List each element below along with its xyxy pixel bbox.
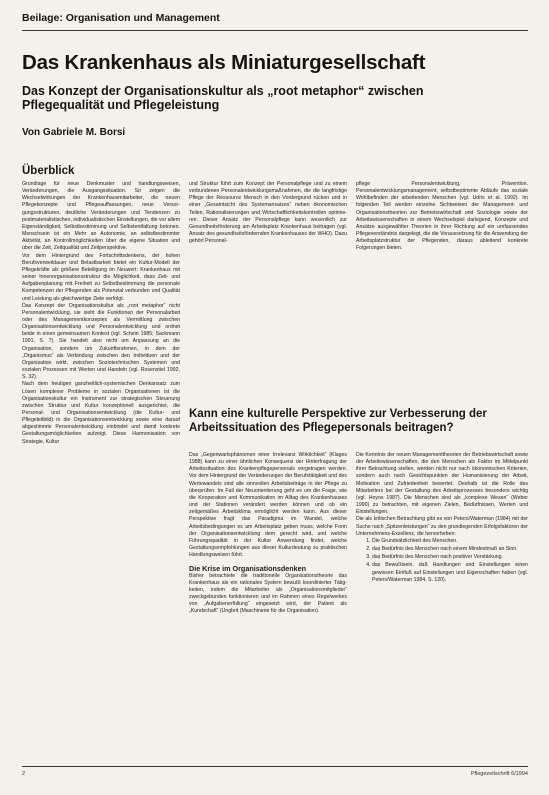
footer-rule (22, 766, 528, 767)
article-author: Von Gabriele M. Borsi (22, 127, 126, 138)
column-2-top (189, 181, 347, 245)
col3-body: pflege Personalentwicklung, Prävention. Personalentwicklungsmanagement, selbstbestimmte Abläufe das soziale Wohlbefinden der arbeitenden Menschen (vgl. Udris et al. 1992). Im folgenden Teil werden einzelne Sichtweisen der Management- und Organisationstheorien zur Betriebswirtschaft und Soziologie sowie der Arbeitswissenschaften in einem Wechselspiel darlegend, Konzepte und Ansätze ausgewählter Theorien in ihrer Richtung auf ein umfassendes Pflegeverständnis dargelegt, die die Voraussetzung für die Anwendung der Arbeitsplatzstruktur der Pflegenden, daraus ableitend konkrete Folgerungen bieten. (356, 181, 528, 252)
col1-body2: Das Konzept der Organisationskultur als „root metaphor“ nicht Personalentwicklung, sie sieht die Funktionen der Personalarbeit oder des Managementkonzeptes als Vermittlung zwischen Organisationsentwicklung und Personalentwicklung und ordnet beide in einen gemeinsamen Kontext (vgl. Schein 1985; Sackmann 1991, S. 7). Sie handelt also nicht um Anpassung an die Organisation, sondern um Zukunftsrahmen, in dem der „Organismus“ als Verbindung zwischen den Individuen und der Organisation wirkt, zwischen Soziotechnischen Systemen und sozialen Prozessen mit Werten und Handeln (vgl. Rosenstiel 1992, S. 32). (22, 302, 180, 381)
article-title: Das Krankenhaus als Miniaturgesellschaft (22, 51, 426, 74)
col1-overview: Grundlage für neue Denkmuster und handlungsweisen, Veränderungen, die Ausgangssituation. So zeigen die Wechselwirkungen der Krankenhausmitarbeiter, die neuen Pflegekonzepte und Pflegeauffassungen, neue Versorgungsstrukturen, deutliche Veränderungen und Tendenzen zu postmaterialistischen, individualistischen Einstellungen, die vor allem Eigenständigkeit, Selbstbestimmung und Selbstentfaltung betonen. Menschsein ist ein Mehr an Autonomie, an selbstbestimmter Aktivität, an Kontrollmöglichkeiten über die eigene Situation und über die Zeit, Zeitqualität und Zeitperspektive. (22, 181, 181, 252)
list-item: 4. das Bewußtsein, daß Handlungen und Einstellungen einen gewissen Einfluß auf Einstellungen und Eigenschaften haben (vgl. Peters/Waterman 1984, S. 120). (372, 562, 528, 583)
col2-body: und Struktur führt zum Konzept der Personalpflege und zu einem verbundenen Personalentwicklungsmaßnahmen, die die langfristige Pflege der Ressource Mensch in den Vordergrund rücken und in einer „Gesamtsicht des Systemansatzes“ neben ökonomischen Teilen, Rationalisierungen und Wirtschaftlichkeitskontrollen optimieren. Dieser Ansatz der Personalpflege kann wesentlich zur Gesundheitsförderung am Arbeitsplatz Krankenhaus beitragen (vgl. Ansatz des gesundheitsfördernden Krankenhauses der WHO). Dazu gehört Personal- (189, 181, 347, 245)
column-3-top (356, 181, 528, 253)
page-number: 2 (22, 771, 26, 777)
column-2-lower (189, 452, 347, 615)
question-heading: Kann eine kulturelle Perspektive zur Verbesserung der Arbeitssituation des Pflegepersonals beitragen? (189, 408, 487, 434)
header-rule (22, 30, 528, 31)
col2-lower: Das „Gegenwartsphänomen einer Irrelevanz Wirklichkeit“ (Klages 1988) kann zu einer ähnlichen Konsequenz der Hinterfragung der Arbeitssituation des Krankenpflegepersonals vorgetragen werden. Vor dem Hintergrund der Veränderungen der Berufstätigkeit und des Wertewandels sind alle sinnvollen Arbeitsbeiträge in der Pflege zu überprüfen. Im Fall der Neuorientierung geht es um die Frage, wie die Kooperation und Kommunikation im Alltag des Krankenhauses und der Stationen verändert werden können und ob ein zeitgemäßes Arbeitsklima ermöglicht werden kann. Aus dieser Perspektive fragt das Paradigma im Wandel, welche Arbeitsbedingungen es am Arbeitsplatz geben muss, welche Form der Organisationsentwicklung dem gerecht wird, und welche Führungsqualität in der Kultur Anwendung findet, welche Gestaltungsempfehlungen aus dieser Kulturdeutung zu praktischen Handlungsweisen führt. (189, 452, 347, 559)
overview-heading: Überblick (22, 165, 75, 177)
journal-name: Pflegezeitschrift 6/1994 (470, 771, 528, 777)
column-1 (22, 181, 180, 446)
col3-lower: Die Kenntnis der neuen Managementtheorien der Betriebswirtschaft sowie der Arbeitswissenschaften, die den Menschen als Faktor im Mittelpunkt ihrer Betrachtung stellen, werden nicht nur nach ökonomischen Kriterien, sondern auch nach Gesichtspunkten der Humanisierung der Arbeit, Motivation und Zufriedenheit bewertet. Deshalb ist die Rolle des Mitarbeiters bei der Gestaltung des Arbeitsprozesses besonders wichtig (vgl. Hoyos 1987). Die Menschen sind als „komplexe Wesen“ (Weber 1990) zu betrachten, mit eigenen Zielen, Bedürfnissen, Werten und Einstellungen. (356, 452, 528, 516)
article-subtitle: Das Konzept der Organisationskultur als „root metaphor“ zwischen Pflegequalität und Pflegeleistung (22, 84, 424, 112)
column-3-lower (356, 452, 528, 585)
list-item: 2. das Bedürfnis des Menschen nach einem Mindestmaß an Sinn. (372, 546, 528, 553)
numbered-list (356, 538, 528, 584)
col3-list-intro: Die als kritischen Betrachtung gibt es von Peters/Waterman (1984) mit der Suche nach „Spitzenleistungen“ zu den grundlegenden Erfolgsfaktoren der Unternehmens-Exzellenz, die hervorheben: (356, 516, 528, 537)
section-tag: Beilage: Organisation und Management (22, 12, 220, 24)
col1-body1: Vor dem Hintergrund des Fortschrittsdenkens, der hohen Berufsverweildauer und Belastbarkeit bietet ein Kultur-Modell der Pflegekräfte als größere Beteiligung im Neuwert: Krankenhaus mit seiner Innenorganisationsstruktur die Möglichkeit, dass Zeit- und Aufgabenplanung mit Freiheit zu Selbstbestimmung die personale Kompetenzen der Pflegenden als Potenzial verbunden und Qualität und Leistung als gleichwertige Ziele verfolgt. (22, 252, 180, 302)
list-item: 3. das Bedürfnis des Menschen nach positiver Verstärkung. (372, 554, 528, 561)
col1-body3: Nach dem heutigen ganzheitlich-systemischen Denkansatz zum Lösen komplexer Probleme in sozialen Organisationen ist die Organisationskultur ein Instrument zur strategischen Steuerung zwischen Struktur und Kultur konzeptionell ausgerichtet, die Personal- und Organisationsentwicklung (die Kultur- und Pflegeleitbild) in die Organisationsentwicklung sowie eine darauf abgestimmte Personalentwicklung einbindet und damit konkrete Gestaltungsmöglichkeiten aufzeigt. Diese Harmonisation von Strategie, Kultur (22, 381, 180, 445)
list-item: 1. Die Grundsätzlichkeit des Menschen. (372, 538, 528, 545)
crisis-heading: Die Krise im Organisationsdenken (189, 564, 307, 574)
col2-crisis: Bisher betrachtete die traditionelle Organisationstheorie das Krankenhaus als ein rationales System bewußt koordinierter Tätigkeiten, indem die Mitarbeiter als „Organisationsmitglieder“ zweckgebunden funktionieren und im Rahmen eines Regelwerkes von „Aufgabenerfüllung“ eingesetzt wird, der Patient als „Kundschaft“ (Ungbrit (Maschinerie für die Organisation). (189, 572, 347, 615)
